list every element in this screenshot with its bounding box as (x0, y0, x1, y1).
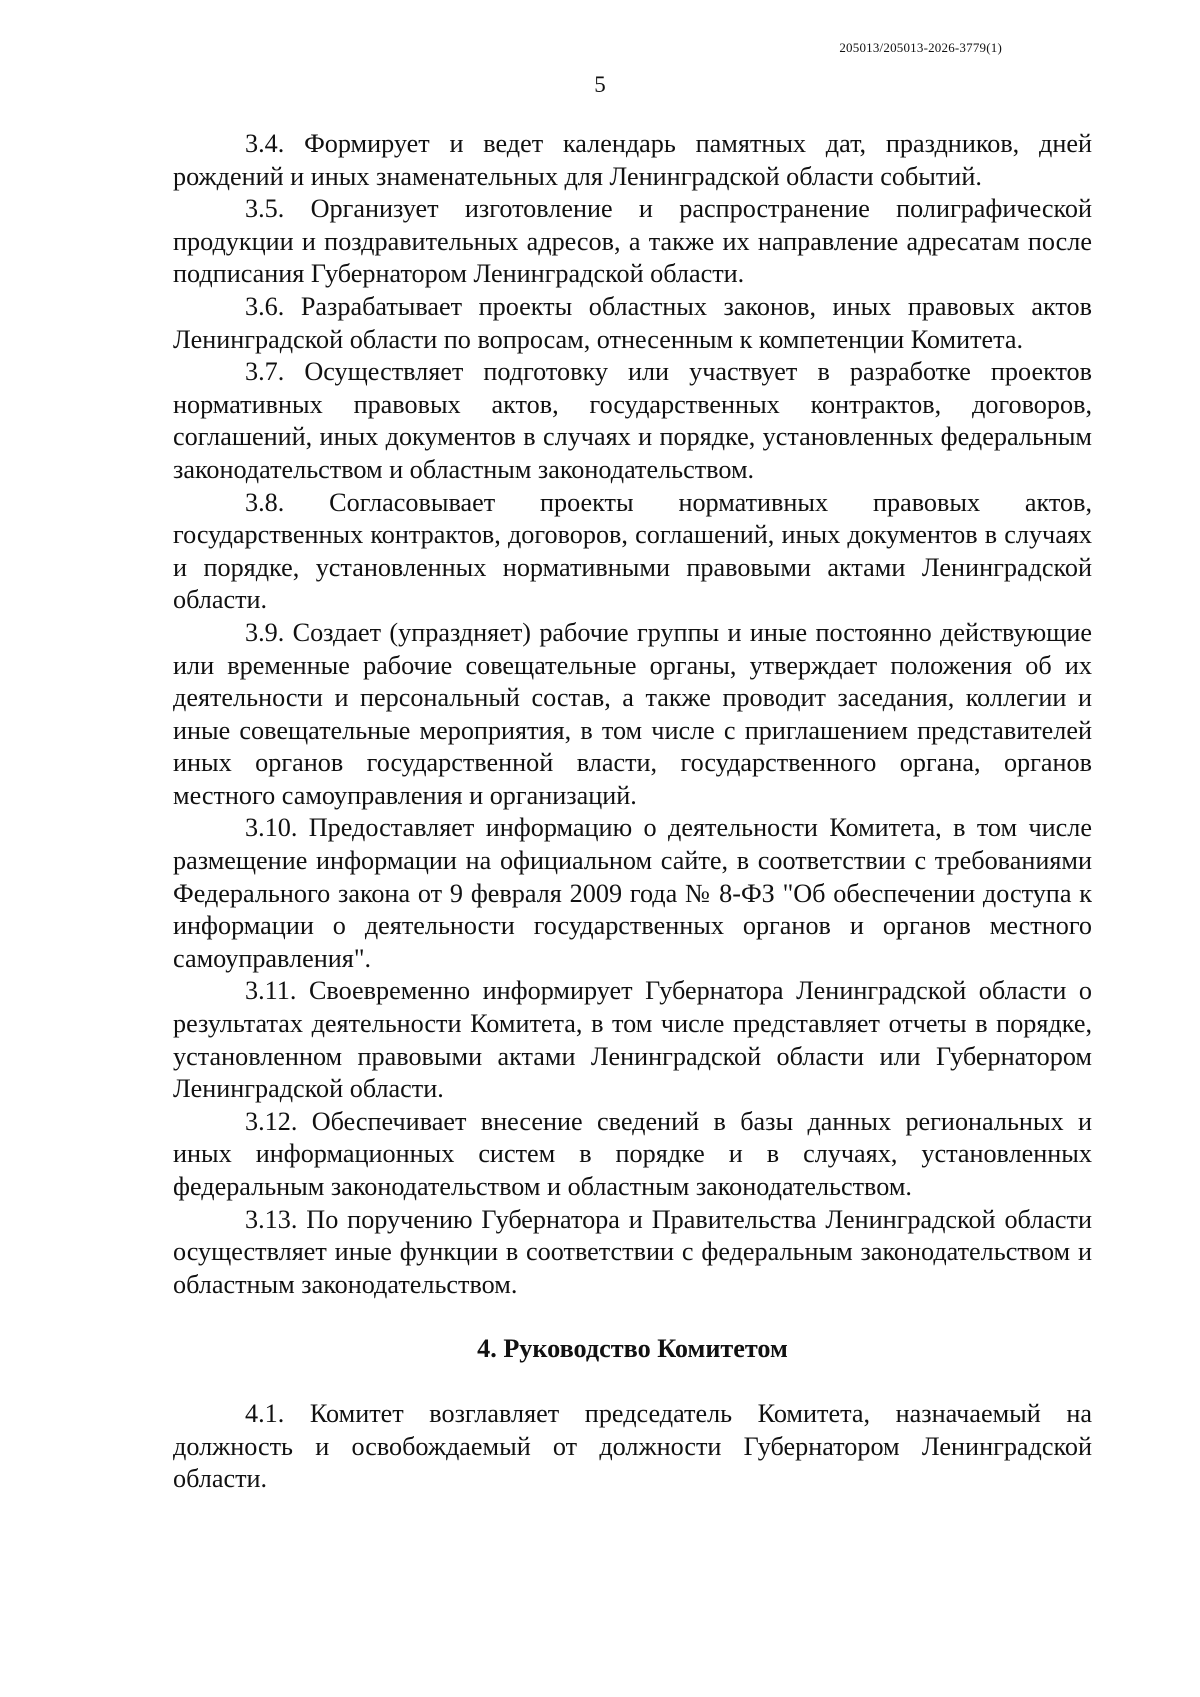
paragraph-3-12: 3.12. Обеспечивает внесение сведений в базы данных региональных и иных информационных систем в порядке и в случаях, установленных федеральным законодательством и областным законодательством. (173, 1106, 1092, 1201)
paragraph-3-7: 3.7. Осуществляет подготовку или участвует в разработке проектов нормативных правовых актов, государственных контрактов, договоров, соглашений, иных документов в случаях и порядке, установленных федеральным законодательством и областным законодательством. (173, 357, 1092, 484)
paragraph-3-11: 3.11. Своевременно информирует Губернатора Ленинградской области о результатах деятельности Комитета, в том числе представляет отчеты в порядке, установленном правовыми актами Ленинградской области или Губернатором Ленинградской области. (173, 976, 1092, 1104)
document-body (173, 128, 1092, 1496)
paragraph-3-4: 3.4. Формирует и ведет календарь памятных дат, праздников, дней рождений и иных знаменательных для Ленинградской области событий. (173, 129, 1092, 191)
document-registration-number: 205013/205013-2026-3779(1) (839, 40, 1002, 55)
paragraph-3-9: 3.9. Создает (упраздняет) рабочие группы и иные постоянно действующие или временные рабочие совещательные органы, утверждает положения об их деятельности и персональный состав, а также проводит заседания, коллегии и иные совещательные мероприятия, в том числе с приглашением представителей иных органов государственной власти, государственного органа, органов местного самоуправления и организаций. (173, 617, 1092, 810)
section-heading-management: 4. Руководство Комитетом (477, 1334, 788, 1364)
paragraph-3-8: 3.8. Согласовывает проекты нормативных правовых актов, государственных контрактов, договоров, соглашений, иных документов в случаях и порядке, установленных нормативными правовыми актами Ленинградской области. (173, 487, 1092, 615)
paragraph-3-13: 3.13. По поручению Губернатора и Правительства Ленинградской области осуществляет иные функции в соответствии с федеральным законодательством и областным законодательством. (173, 1204, 1092, 1299)
paragraph-4-1: 4.1. Комитет возглавляет председатель Комитета, назначаемый на должность и освобождаемый от должности Губернатором Ленинградской области. (173, 1398, 1092, 1494)
paragraph-3-10: 3.10. Предоставляет информацию о деятельности Комитета, в том числе размещение информации на официальном сайте, в соответствии с требованиями Федерального закона от 9 февраля 2009 года № 8-ФЗ "Об обеспечении доступа к информации о деятельности государственных органов и органов местного самоуправления". (173, 813, 1092, 973)
paragraph-3-5: 3.5. Организует изготовление и распространение полиграфической продукции и поздравительных адресов, а также их направление адресатам после подписания Губернатором Ленинградской области. (173, 194, 1092, 289)
page-number: 5 (594, 72, 606, 97)
paragraph-3-6: 3.6. Разрабатывает проекты областных законов, иных правовых актов Ленинградской области по вопросам, отнесенным к компетенции Комитета. (173, 291, 1092, 354)
